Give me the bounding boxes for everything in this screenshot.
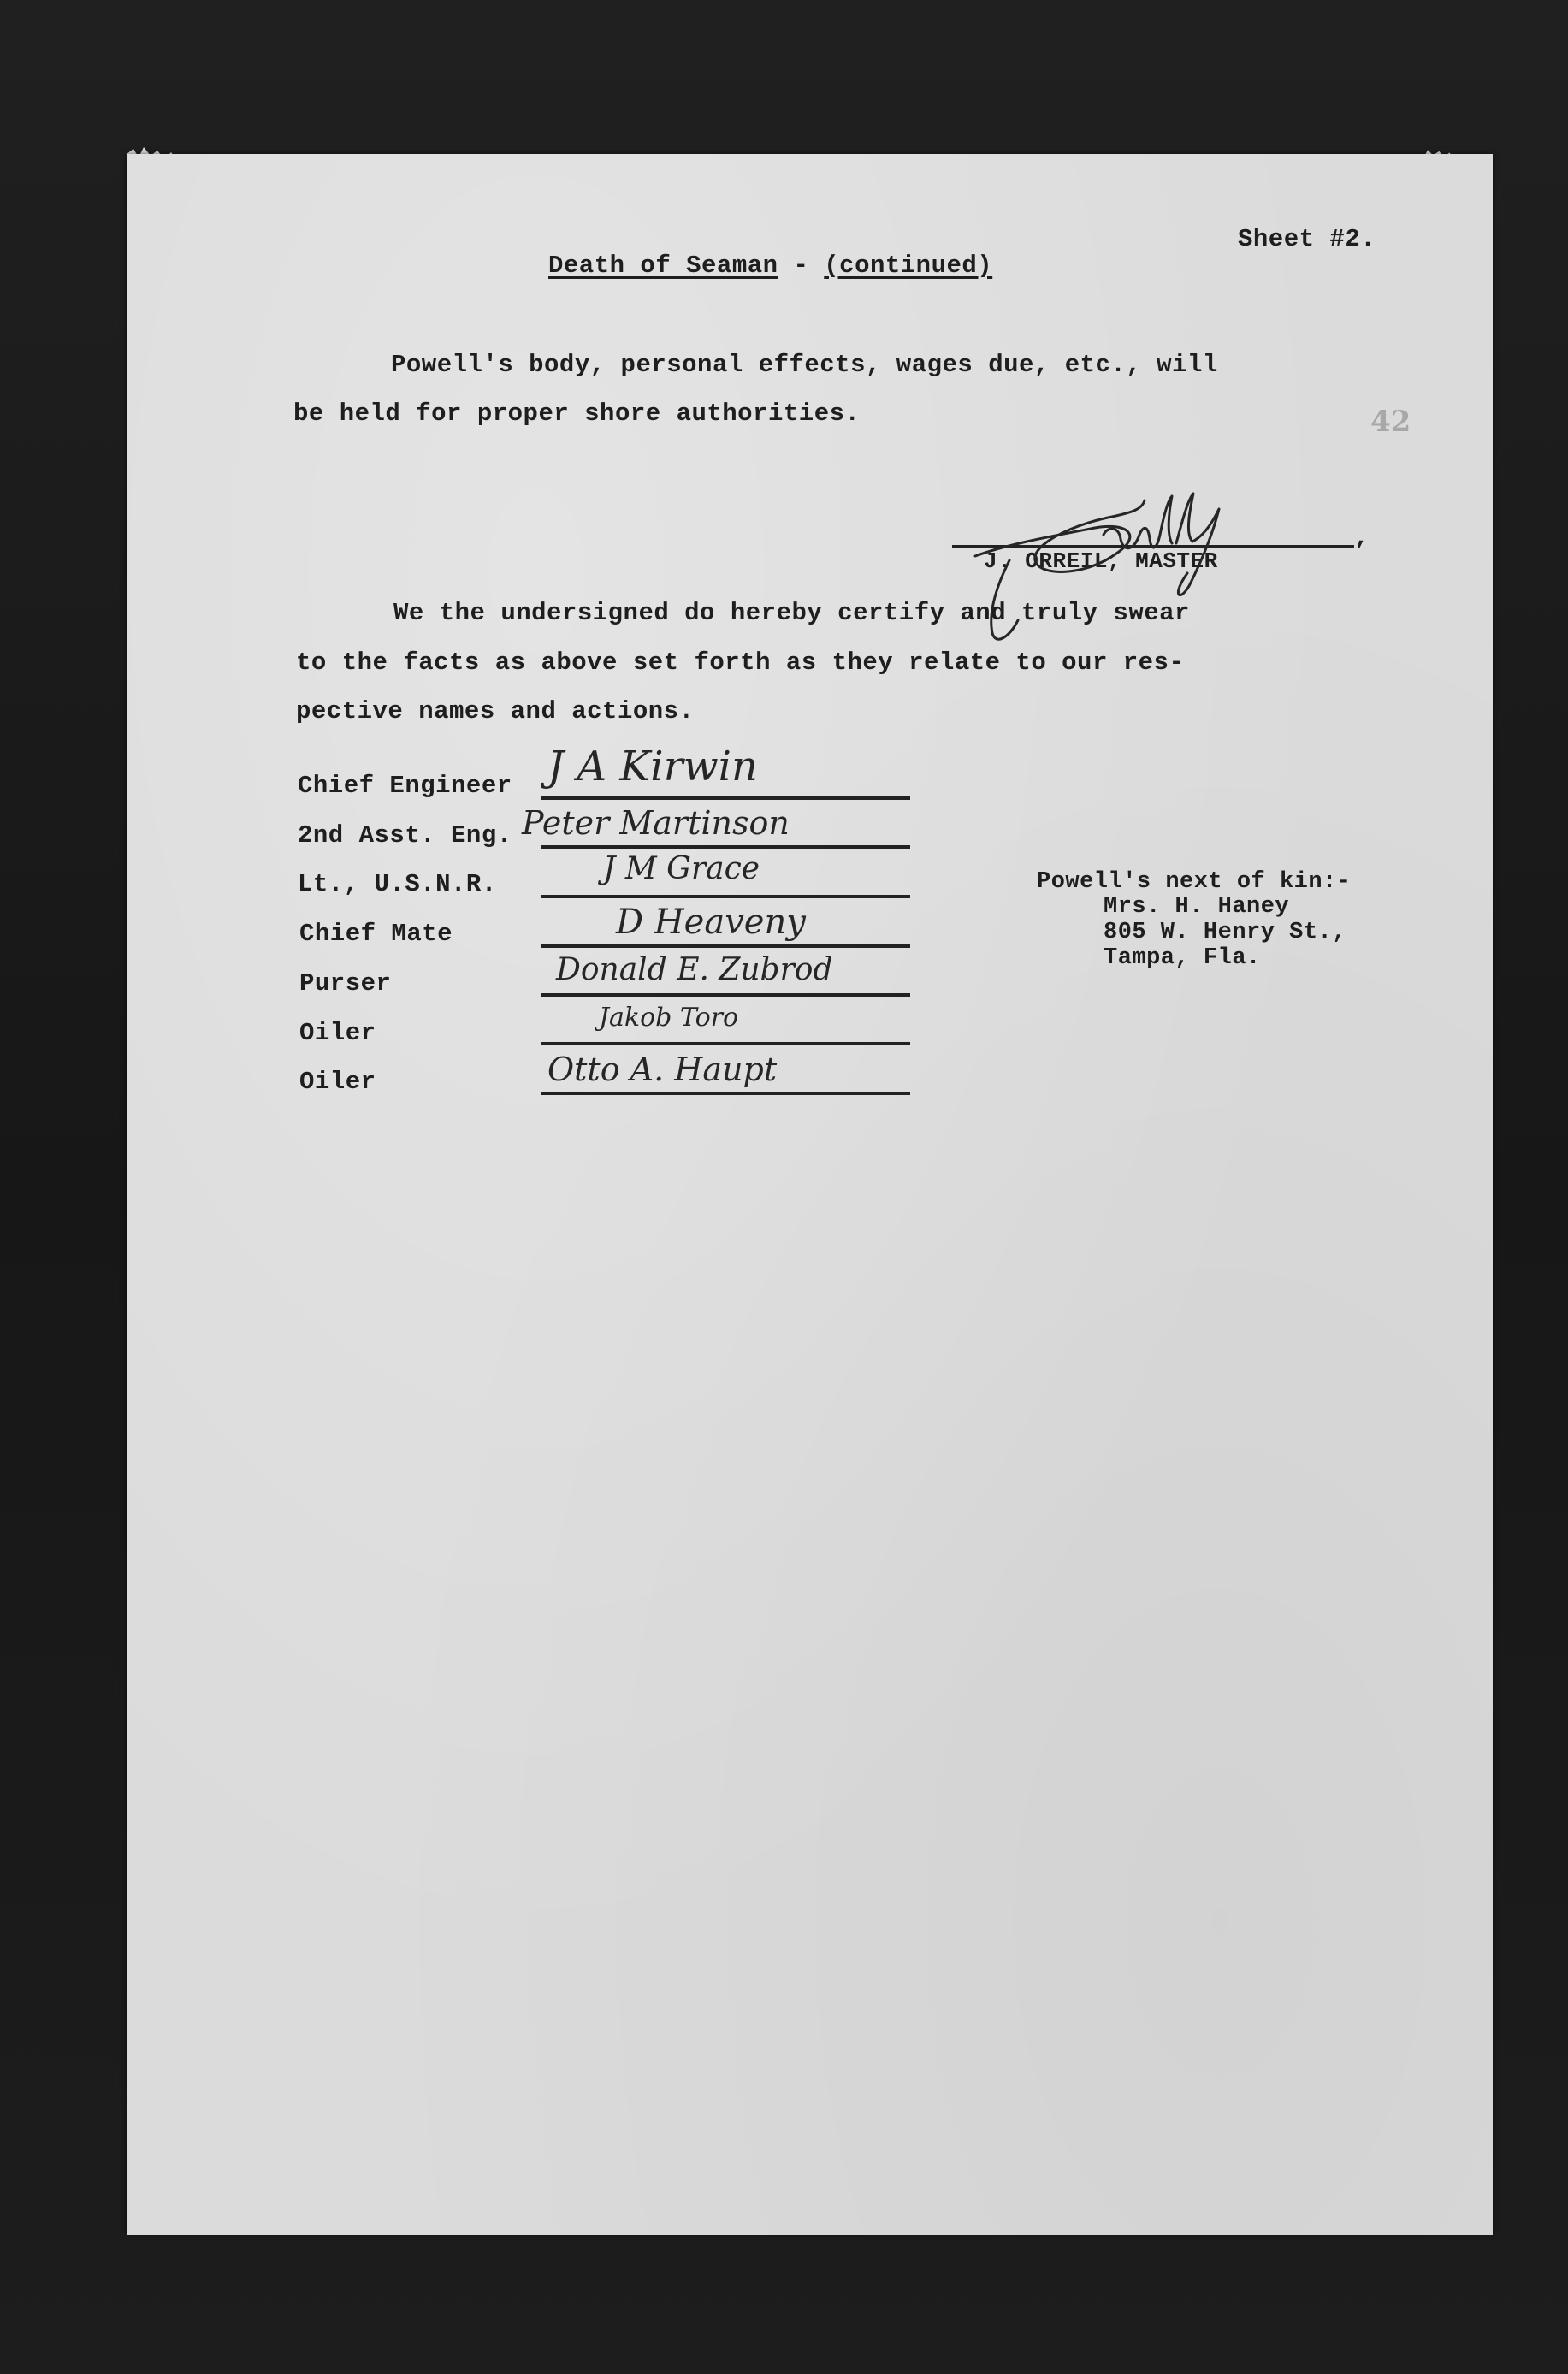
paragraph2-line1: We the undersigned do hereby certify and truly swear — [393, 599, 1190, 627]
signature-line — [541, 993, 910, 997]
next-of-kin-name: Mrs. H. Haney — [1104, 894, 1290, 920]
next-of-kin-heading: Powell's next of kin:- — [1037, 869, 1352, 895]
signatory-role: Chief Engineer — [298, 772, 512, 800]
signature-line — [541, 1042, 910, 1045]
signature: Otto A. Haupt — [547, 1051, 778, 1088]
document-paper — [127, 154, 1493, 2235]
signatory-role: 2nd Asst. Eng. — [298, 821, 512, 850]
next-of-kin-city: Tampa, Fla. — [1104, 945, 1261, 971]
signature-line — [541, 944, 910, 948]
title-main: Death of Seaman — [548, 252, 778, 280]
signature-line — [541, 1092, 910, 1095]
signature: Jakob Toro — [599, 1003, 739, 1033]
signature-line — [541, 796, 910, 800]
sheet-number: Sheet #2. — [1238, 225, 1376, 253]
title-separator: - — [778, 252, 825, 280]
title-continued: (continued) — [824, 252, 993, 280]
signatory-role: Oiler — [299, 1068, 376, 1096]
master-comma: , — [1354, 524, 1370, 552]
signatory-role: Chief Mate — [299, 920, 453, 948]
signatory-role: Lt., U.S.N.R. — [298, 870, 497, 898]
paragraph2-line2: to the facts as above set forth as they relate to our res- — [296, 648, 1185, 677]
signature-line — [541, 845, 910, 849]
master-caption: J. ORREIL, MASTER — [984, 548, 1218, 574]
document-title — [548, 252, 992, 280]
paragraph2-line3: pective names and actions. — [296, 697, 695, 725]
signature: J A Kirwin — [547, 743, 758, 790]
signature: D Heaveny — [616, 903, 806, 942]
next-of-kin-street: 805 W. Henry St., — [1104, 920, 1346, 945]
paragraph1-line2: be held for proper shore authorities. — [293, 400, 861, 428]
signature: J M Grace — [603, 851, 760, 886]
signatory-role: Oiler — [299, 1019, 376, 1047]
signature-line — [541, 895, 910, 898]
signature: Donald E. Zubrod — [556, 952, 833, 987]
signature: Peter Martinson — [522, 804, 790, 842]
page-number-stamp: 42 — [1370, 405, 1411, 439]
signatory-role: Purser — [299, 969, 392, 998]
paragraph1-line1: Powell's body, personal effects, wages due, etc., will — [391, 351, 1218, 379]
